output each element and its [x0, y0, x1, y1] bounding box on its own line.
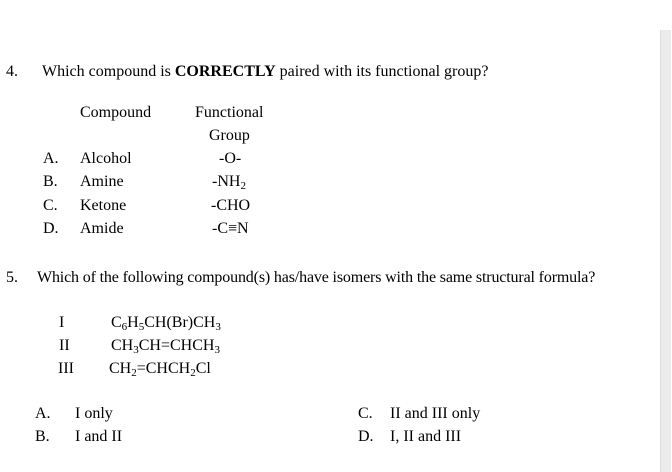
scrollbar[interactable]: [660, 30, 671, 472]
q5-question: Which of the following compound(s) has/have isomers with the same structural formula?: [37, 269, 596, 286]
q4-option-letter: A.: [43, 150, 59, 167]
q5-number: 5.: [6, 269, 18, 286]
q5-answer-letter: B.: [35, 428, 50, 445]
q5-answer-text: I and II: [75, 428, 123, 445]
q4-option-letter: D.: [43, 220, 59, 237]
q5-answer-text: II and III only: [390, 405, 481, 422]
q5-answer-text: I only: [75, 405, 113, 422]
q4-option-compound: Amine: [80, 173, 124, 190]
q4-option-group: -C≡N: [212, 220, 249, 237]
q5-item-roman: I: [59, 314, 65, 331]
q4-col-compound: Compound: [80, 104, 152, 121]
q4-option-compound: Amide: [80, 220, 124, 237]
q5-item-roman: II: [59, 337, 70, 354]
q4-option-compound: Ketone: [80, 197, 127, 214]
q4-option-group: -CHO: [211, 197, 251, 214]
q5-item-formula: $CH_2=CHCH_2Cl$: [109, 360, 211, 379]
q4-col-functional: Functional: [195, 104, 264, 121]
q4-option-letter: C.: [43, 197, 58, 214]
q5-item-roman: III: [58, 360, 74, 377]
q4-question: Which compound is CORRECTLY paired with its functional group?: [42, 63, 489, 80]
q5-item-formula: $CH_3CH=CHCH_3$: [111, 337, 220, 356]
q5-answer-letter: A.: [35, 405, 51, 422]
q4-option-compound: Alcohol: [80, 150, 132, 167]
q4-option-group: -O-: [219, 150, 242, 167]
q4-col-group: Group: [209, 127, 250, 144]
q4-option-letter: B.: [43, 173, 58, 190]
q4-option-group: $-NH_2$: [212, 173, 246, 192]
q5-answer-text: I, II and III: [390, 428, 462, 445]
q5-item-formula: $C_6H_5CH(Br)CH_3$: [111, 314, 221, 333]
q5-answer-letter: D.: [358, 428, 374, 445]
q5-answer-letter: C.: [358, 405, 373, 422]
q4-number: 4.: [6, 63, 18, 80]
